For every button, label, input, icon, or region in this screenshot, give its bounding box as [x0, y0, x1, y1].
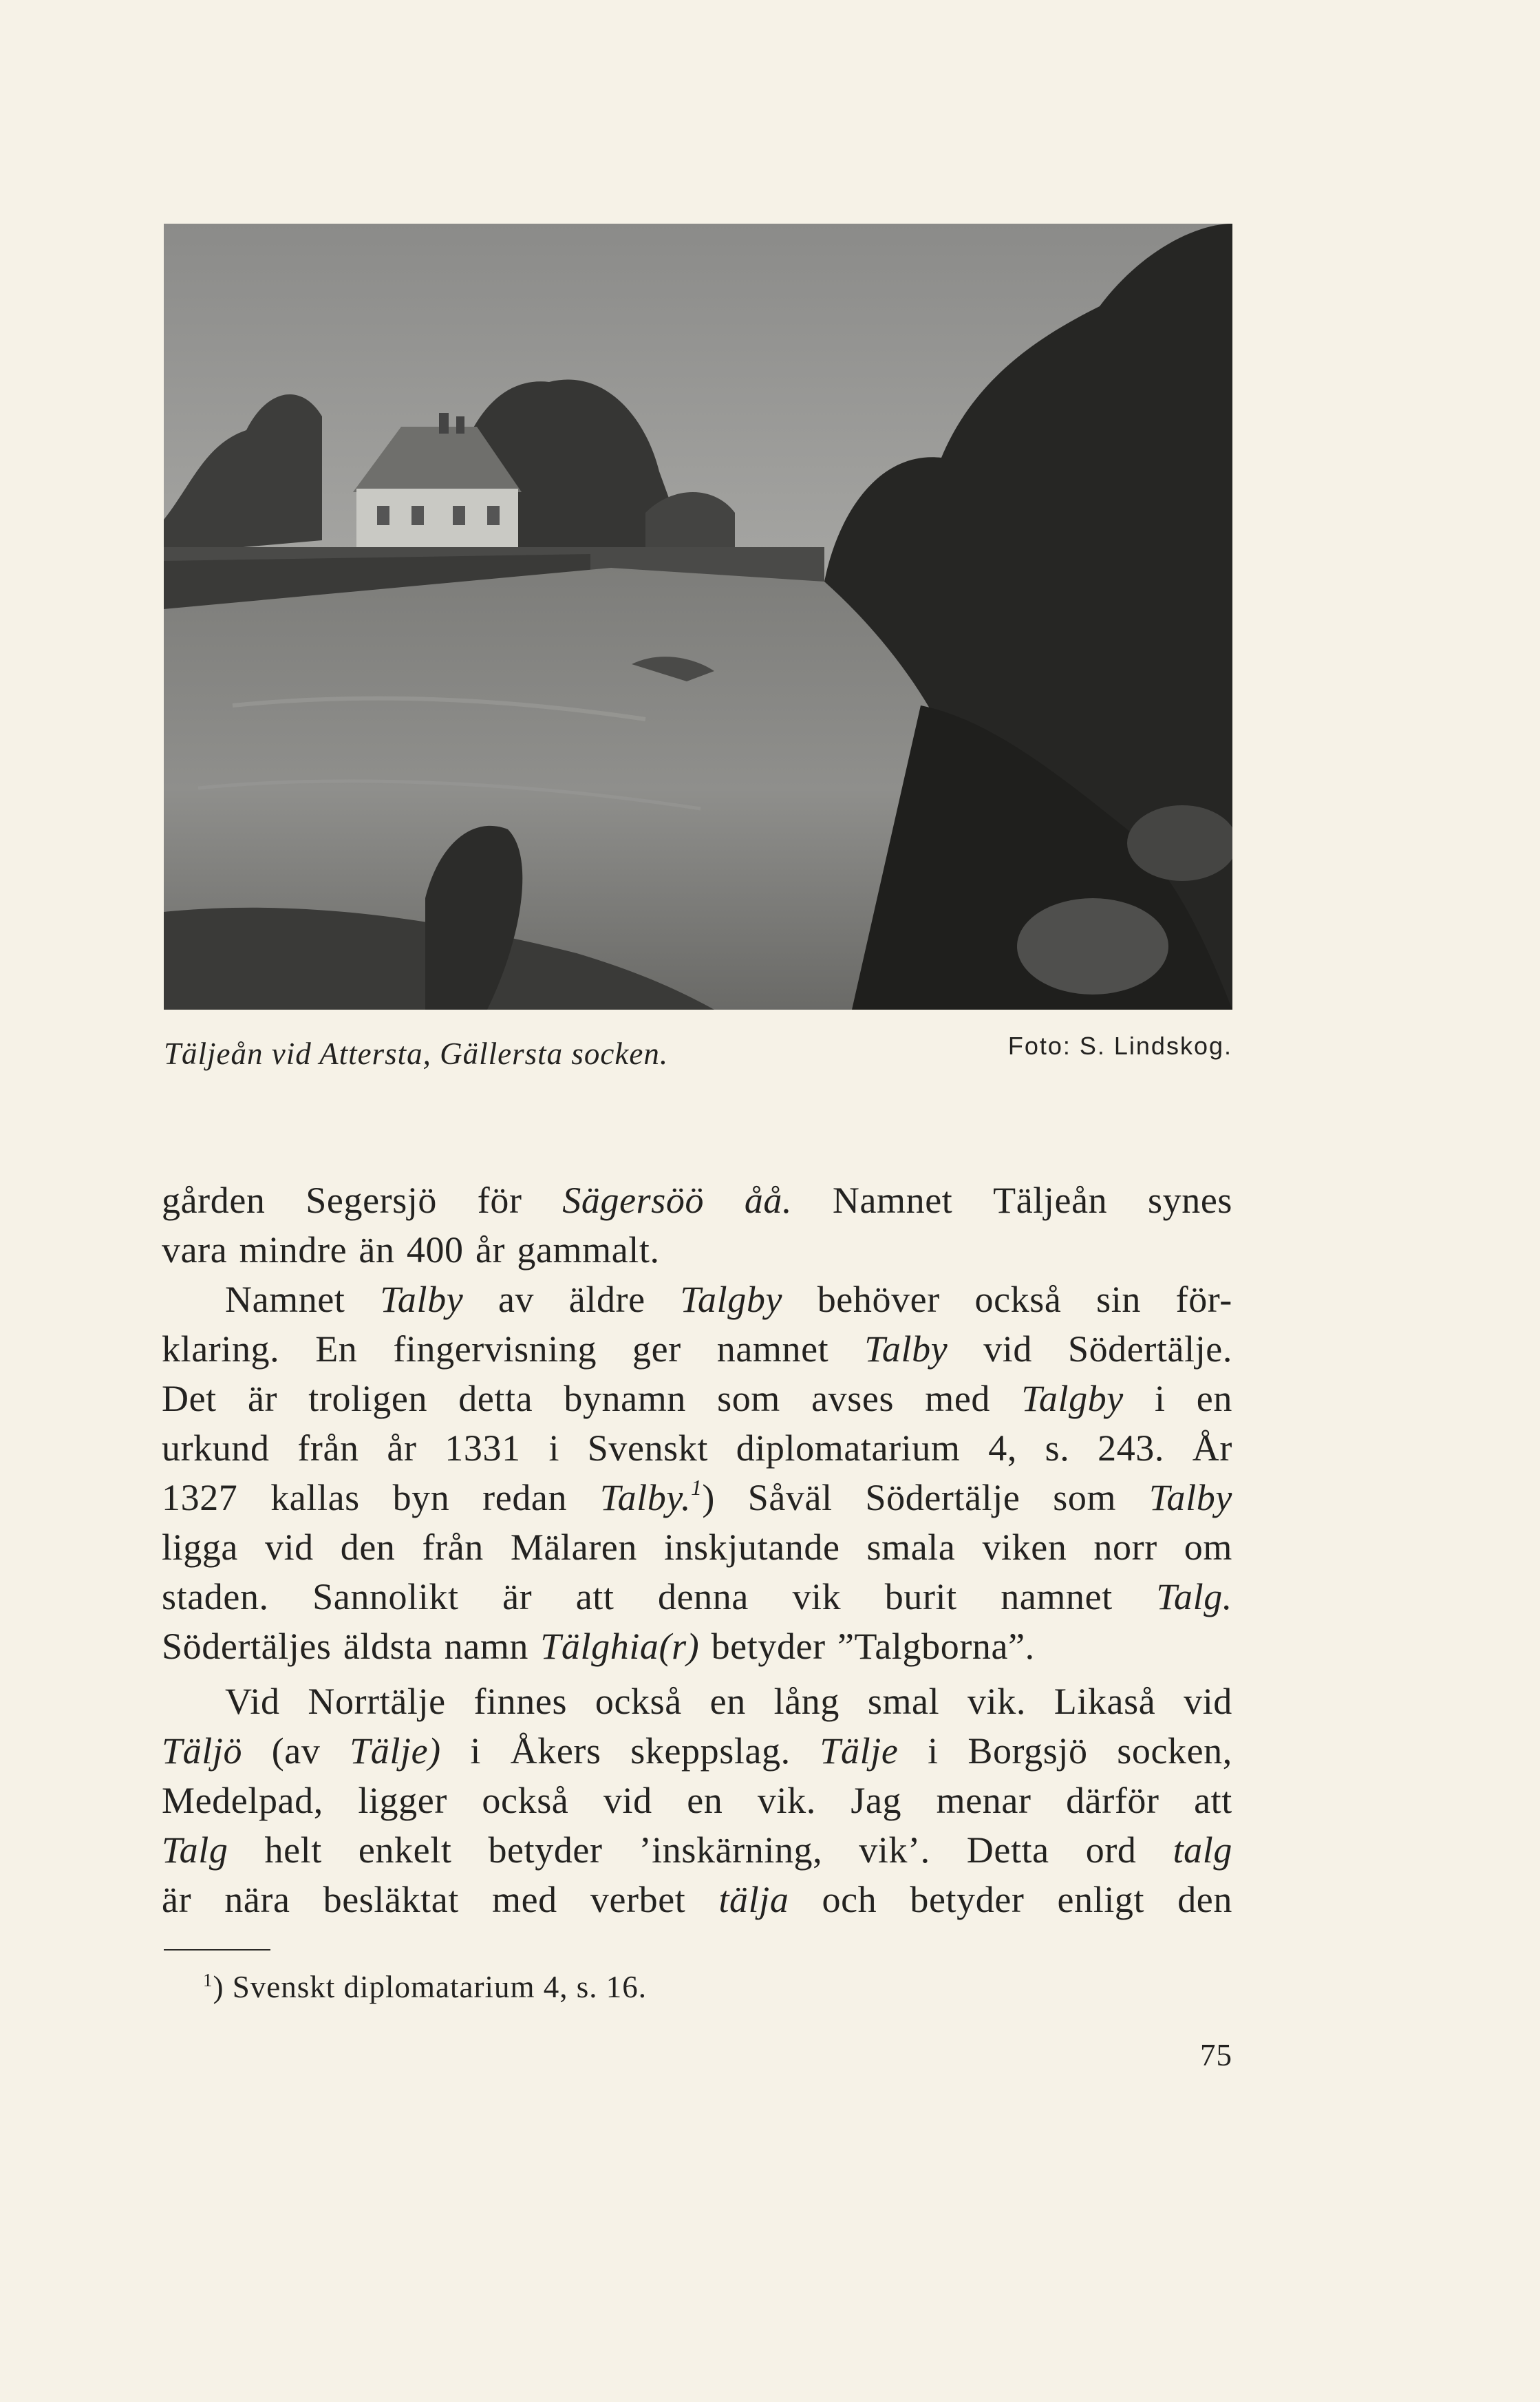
word: för: [477, 1180, 522, 1221]
word: Talby: [864, 1328, 948, 1370]
word: därför: [1066, 1780, 1159, 1821]
footnote-ref-paren: ): [702, 1477, 715, 1518]
word: avses: [811, 1378, 895, 1419]
word: Likaså: [1054, 1681, 1156, 1722]
word: redan: [482, 1477, 568, 1518]
page-number: 75: [1200, 2038, 1232, 2072]
word: som: [717, 1378, 780, 1419]
word: Täljeån: [993, 1180, 1108, 1221]
word: för-: [1175, 1279, 1232, 1320]
word: Sannolikt: [312, 1576, 459, 1617]
word: Vid: [225, 1681, 280, 1722]
word: än: [359, 1229, 395, 1271]
word: som: [1053, 1477, 1117, 1518]
word: med: [492, 1879, 557, 1920]
text-line: [162, 1522, 1232, 1572]
text-line: [162, 1677, 1232, 1726]
word: vid: [1184, 1681, 1232, 1722]
word: också: [595, 1681, 682, 1722]
word: finnes: [473, 1681, 568, 1722]
photo-caption-row: [164, 1032, 1232, 1084]
word: betyder: [488, 1829, 603, 1871]
word: helt: [264, 1829, 322, 1871]
word: mindre: [239, 1229, 347, 1271]
text-line: [162, 1875, 1232, 1924]
word: Södertäljes: [162, 1626, 332, 1667]
word: klaring.: [162, 1328, 280, 1370]
word: i: [1155, 1378, 1166, 1419]
footnote-text: ) Svenskt diplomatarium 4, s. 16.: [213, 1970, 647, 2004]
word: Talby.: [599, 1477, 692, 1518]
text-line: [162, 1825, 1232, 1875]
word: synes: [1148, 1180, 1232, 1221]
word: nära: [224, 1879, 290, 1920]
text-line: [162, 1726, 1232, 1776]
word: urkund: [162, 1427, 270, 1469]
word: Talby: [380, 1279, 464, 1320]
word-with-note: [600, 1473, 715, 1522]
word: år: [475, 1229, 506, 1271]
word: att: [575, 1576, 614, 1617]
word: äldre: [568, 1279, 645, 1320]
word: gården: [162, 1180, 266, 1221]
word: ger: [632, 1328, 681, 1370]
word: Segersjö: [306, 1180, 438, 1221]
word: 400: [406, 1229, 464, 1271]
photo-image: [164, 224, 1232, 1010]
text-line: [162, 1572, 1232, 1622]
word: vik: [792, 1576, 842, 1617]
text-line: [162, 1225, 1232, 1275]
river-landscape-photo: [164, 224, 1232, 1010]
word: socken,: [1117, 1730, 1232, 1772]
word: En: [315, 1328, 358, 1370]
word: denna: [658, 1576, 749, 1617]
word: Sägersöö: [562, 1180, 705, 1221]
word: namn: [444, 1626, 529, 1667]
word: åå.: [744, 1180, 793, 1221]
word: Namnet: [225, 1279, 345, 1320]
word: byn: [392, 1477, 450, 1518]
word: Svenskt: [587, 1427, 708, 1469]
body-text: [162, 1176, 1232, 1924]
word: Talby: [1148, 1477, 1232, 1518]
word: Södertälje.: [1067, 1328, 1232, 1370]
word: kallas: [270, 1477, 360, 1518]
word: i: [548, 1427, 560, 1469]
word: besläktat: [323, 1879, 459, 1920]
word: vara: [162, 1229, 228, 1271]
footnote: [203, 1963, 647, 2011]
word: viken: [982, 1527, 1067, 1568]
word: enkelt: [358, 1829, 452, 1871]
word: gammalt.: [517, 1229, 660, 1271]
word: 1327: [162, 1477, 238, 1518]
photo-caption: Täljeån vid Attersta, Gällersta socken.: [164, 1037, 669, 1071]
text-line: [162, 1423, 1232, 1473]
word: är: [247, 1378, 278, 1419]
word: vid: [603, 1780, 652, 1821]
word: Åkers: [510, 1730, 601, 1772]
word: (av: [271, 1730, 321, 1772]
word: Talgby: [680, 1279, 783, 1320]
photo-credit: Foto: S. Lindskog.: [1007, 1032, 1232, 1060]
word: en: [709, 1681, 746, 1722]
word: i: [470, 1730, 481, 1772]
word: talg: [1173, 1829, 1232, 1871]
word: betyder: [711, 1626, 826, 1667]
word: Talgby: [1021, 1378, 1124, 1419]
footnote-ref: 1: [691, 1476, 703, 1500]
word: bynamn: [564, 1378, 686, 1419]
word: behöver: [817, 1279, 940, 1320]
word: ’inskärning,: [639, 1829, 823, 1871]
word: detta: [458, 1378, 533, 1419]
word: betyder: [910, 1879, 1025, 1920]
word: Tälghia(r): [540, 1626, 700, 1667]
word: Täljö: [162, 1730, 243, 1772]
word: 1331: [445, 1427, 521, 1469]
word: i: [928, 1730, 939, 1772]
word: Namnet: [832, 1180, 953, 1221]
word: också: [482, 1780, 569, 1821]
word: och: [822, 1879, 877, 1920]
text-line: [162, 1776, 1232, 1825]
text-line: [162, 1374, 1232, 1423]
word: tälja: [718, 1879, 789, 1920]
word: Södertälje: [865, 1477, 1020, 1518]
word: en: [1196, 1378, 1232, 1419]
footnote-marker: 1: [203, 1969, 213, 1990]
word: Talg.: [1156, 1576, 1232, 1617]
text-line: [162, 1473, 1232, 1522]
word: s.: [1045, 1427, 1070, 1469]
word: Tälje: [820, 1730, 899, 1772]
word: burit: [884, 1576, 957, 1617]
word: sin: [1096, 1279, 1141, 1320]
word: vid: [264, 1527, 314, 1568]
word: äldsta: [343, 1626, 433, 1667]
word: ord: [1085, 1829, 1137, 1871]
word: staden.: [162, 1576, 269, 1617]
word: 4,: [988, 1427, 1017, 1469]
word: från: [422, 1527, 484, 1568]
word: 243.: [1098, 1427, 1165, 1469]
footnote-rule: [164, 1949, 270, 1951]
word: vid: [983, 1328, 1033, 1370]
word: fingervisning: [393, 1328, 597, 1370]
word: Norrtälje: [308, 1681, 446, 1722]
word: smal: [867, 1681, 940, 1722]
word: vik’.: [859, 1829, 930, 1871]
word: enligt: [1057, 1879, 1145, 1920]
word: är: [502, 1576, 533, 1617]
word: Jag: [851, 1780, 902, 1821]
word: är: [162, 1879, 192, 1920]
word: ligger: [358, 1780, 447, 1821]
word: menar: [936, 1780, 1031, 1821]
word: norr: [1093, 1527, 1157, 1568]
word: ”Talgborna”.: [837, 1626, 1035, 1667]
text-line: [162, 1324, 1232, 1374]
word: År: [1192, 1427, 1232, 1469]
word: lång: [773, 1681, 840, 1722]
word: en: [687, 1780, 723, 1821]
word: Medelpad,: [162, 1780, 323, 1821]
word: Borgsjö: [967, 1730, 1088, 1772]
word: att: [1194, 1780, 1232, 1821]
word: den: [340, 1527, 396, 1568]
word: Talg: [162, 1829, 228, 1871]
word: också: [974, 1279, 1062, 1320]
word: från: [297, 1427, 359, 1469]
text-line: [162, 1275, 1232, 1324]
word: med: [925, 1378, 991, 1419]
word: smala: [866, 1527, 956, 1568]
word: Detta: [966, 1829, 1049, 1871]
word: inskjutande: [663, 1527, 840, 1568]
word: om: [1184, 1527, 1232, 1568]
word: år: [387, 1427, 417, 1469]
word: namnet: [1001, 1576, 1113, 1617]
word: Mälaren: [510, 1527, 637, 1568]
word: Såväl: [747, 1477, 833, 1518]
text-line: [162, 1622, 1232, 1671]
text-line: [162, 1176, 1232, 1225]
word: Tälje): [350, 1730, 441, 1772]
word: namnet: [716, 1328, 829, 1370]
word: Det: [162, 1378, 217, 1419]
word: troligen: [308, 1378, 428, 1419]
word: verbet: [590, 1879, 686, 1920]
word: diplomatarium: [736, 1427, 961, 1469]
word: vik.: [757, 1780, 816, 1821]
word: skeppslag.: [630, 1730, 791, 1772]
word: den: [1177, 1879, 1232, 1920]
word: av: [498, 1279, 535, 1320]
word: ligga: [162, 1527, 238, 1568]
word: vik.: [967, 1681, 1026, 1722]
